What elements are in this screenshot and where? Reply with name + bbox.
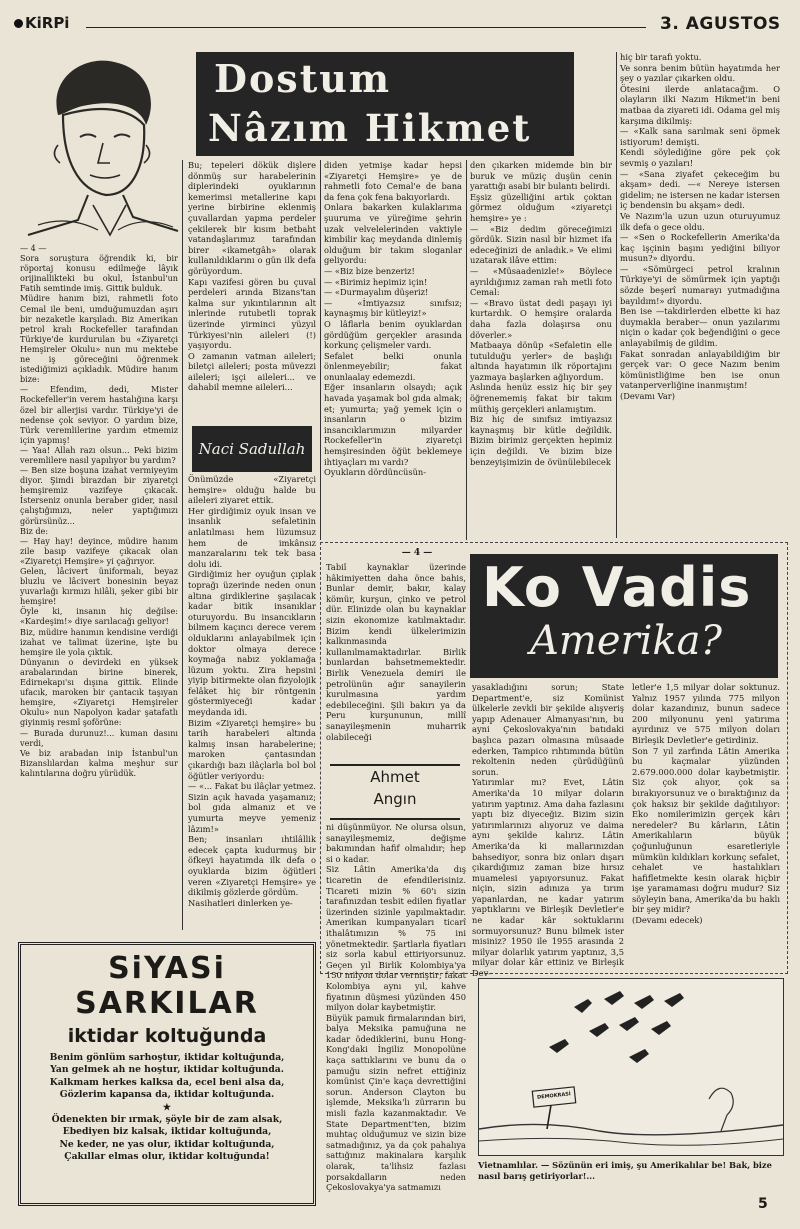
masthead-left <box>14 14 69 32</box>
cartoon-frame <box>478 978 784 1156</box>
poem-title: SiYASi SARKILAR <box>75 951 259 1021</box>
ko-vadis-title: Ko Vadis <box>482 556 752 619</box>
section-number: — 4 — <box>401 548 433 558</box>
article-column-2-top: Bu; tepeleri dökük dişlere dönmüş sur harabelerinin diplerindeki oyuklarının kemerimsi metallerine kapı yerine birbirine eklenmiş çuvallardan yapma perdeler çekilerek bir kısım betbaht vatandaşlarımız tarafından birer «ikametgâh» olarak kullanıldıklarını o gün ilk defa görüyordum. Kapı vazifesi gören bu çuval perdeleri arında Bizans'tan kalma sur yıkıntılarının alt inlerinde rutubetli toprak üzerinde yirminci yüzyıl Türkiyesi'nin aileleri (!) yaşıyordu. O zamanın vatman aileleri; biletçi aileleri; posta müvezzi aileleri; işçi aileleri... ve dahabil memne aileleri... <box>188 160 316 393</box>
ko-vadis-title-box <box>470 554 778 678</box>
ko-vadis-column-3: letler'e 1,5 milyar dolar soktunuz. Yalnız 1957 yılında 775 milyon dolar kazandınız, bunun sadece 200 milyonunu yeni yatırıma ayırdınız ve 575 milyon doları Birleşik Devletler'e getirdiniz. Son 7 yıl zarfında Lâtin Amerika bu kaçmalar yüzünden 2.679.000.000 dolar kaybetmiştir. Siz çok alıyor, çok sa bırakıyorsunuz ve o bıraktığınız da çok haksız bir şekilde dağıtılıyor: Eko nomilerimizin gerçek kârı neredeler? Bu kârların, Lâtin Amerikalıların büyük çoğunluğunun esaretleriyle mümkün kıldıkları korkunç sefalet, cehalet ve hastalıkları hafifletmekte kesin olarak hiçbir işe yaramaması doğru mudur? Siz söyleyin bana, Amerika'da bu haklı bir şey midir? (Devamı edecek) <box>632 682 780 926</box>
author-box <box>330 764 460 820</box>
article-column-5-top: hiç bir tarafı yoktu. Ve sonra benim bütün hayatımda her şey o yazılar çıkarken oldu. Ötesini ilerde anlatacağım. O olayların ilki Nazım Hikmet'in beni matbaa da ziyareti idi. Odama gel miş karşıma dikilmiş: — «Kalk sana sarılmak seni öpmek istiyorum! demişti. Kendi söylediğine göre pek çok sevmiş o yazıları! — «Sana ziyafet çekeceğim bu akşam» dedi. —« Nereye istersen gidelim; ne istersen ne kadar istersen iç bendensin bu akşam» dedi. Ve Nazım'la uzun uzun oturuyumuz ilk defa o gece oldu. — «Sen o Rockefellerin Amerika'da kaç işçinin başını yediğini biliyor musun?» diyordu. — «Sömürgeci petrol kralının Türkiye'yi de sömürmek için yaptığı sözde beşerî numarayı yutmadığına bayıldım!» diyordu. Ben ise —takdirlerden elbette ki haz duymakla beraber— onun yazılarımı niçin o kadar çok beğendiğini o gece anlayabilmiş de gildim. Fakat sonradan anlayabildiğim bir gerçek var: O gece Nazım benim kömünistliğime ben ise onun vatanperverliğine inanmıştım! (Devamı Var) <box>620 52 780 401</box>
article-column-1: — 4 — Sora soruştura öğrendik ki, bir röportaj konusu edilmeğe lâyık orijinallikteki bu okul, İstanbul'un Fatih semtinde imiş. Gittik bulduk. Müdire hanım bizi, rahmetli foto Cemal ile beni, umduğumuzdan aşırı bir nezaketle karşıladı. Biz Amerikan petrol kralı Rockefeller tarafından Türkiye'de kurdurulan bu «Ziyaretçi Hemşireler Okulu» nun mu mektebe ne iş göreceğini öğrenmek istediğimizi açıkladık. Müdire hanım bize: — Efendim, dedi, Mister Rockefeller'in verem hastalığına karşı özel bir allerjisi vardır. Türkiye'yi de nedense çok seviyor. O yardım bize, Türk veremlilerine yardım etmemiz için yapmış! — Yaa! Allah razı olsun... Peki bizim veremlilere nasıl yapılıyor bu yardım? — Ben size boşuna izahat vermiyeyim diyor. Şimdi birazdan bir ziyaretçi hemşiremiz vazifeye çıkacak. İsterseniz onunla beraber gider, nasıl çalıştığımızı, neler yaptığımızı görürsünüz... Biz de: — Hay hay! deyince, müdire hanım zile basıp vazifeye çıkacak olan «Ziyaretçi Hemşire» yi çağırıyor. Gelen, lâcivert üniformalı, beyaz bluzlu ve lâcivert bonesinin beyaz yuvarlağı kırmızı hilâli, şeker gibi bir hemşire! Öyle ki, insanın hiç değilse: «Kardeşim!» diye sarılacağı geliyor! Biz, müdire hanımın kendisine verdiği izahat ve talimat üzerine, işte bu hemşire ile yola çıktık. Dünyanın o devirdeki en yüksek arabalarından birine binerek, Edirnekapı'sı dışına gittik. Elinde ufacık, maroken bir çantacık taşıyan hemşire, «Ziyaretçi Hemşireler Okulu» nun Napolyon kadar şatafatlı giyinmiş resmî şoförüne: — Burada durunuz!... kuman dasını verdi, Ve biz arabadan inip İstanbul'un Bizanslılardan kalma meşhur sur kalıntılarına doğru yürüdük. <box>20 243 178 778</box>
poem-line: Benim gönlüm sarhoştur, iktidar koltuğunda, <box>49 1052 285 1063</box>
column-divider-4 <box>616 52 617 538</box>
poem-line: Ne keder, ne yas olur, iktidar koltuğunda, <box>59 1138 275 1150</box>
ko-vadis-column-1: Tabiî kaynaklar üzerinde hâkimiyetten daha önce bahis, Bunlar demir, bakır, kalay kömür, kurşun, çinko ve petrol dür. Elinizde olan bu kaynaklar sizin ekonomize katılmaktadır. Bizim kendi ülkelerimizin kalkınmasında kullanılmamaktadırlar. Birlik bunlardan bahsetmemektedir. Birlik Venezuela demiri ile petrolünün ağır sanayilerin kurulmasına yardım edebileceğini. Şili bakırı ya da Peru kurşununun, millî sanayileşmenin muharrik olabileceği <box>326 562 466 742</box>
cartoon-drawing <box>479 979 783 1155</box>
header-rule <box>86 27 646 28</box>
ko-vadis-subtitle: Amerika? <box>530 618 722 664</box>
column-divider-1 <box>182 160 183 930</box>
signature: Naci Sadullah <box>198 440 306 458</box>
poem-star: ★ <box>162 1101 172 1113</box>
headline-line2: Nâzım Hikmet <box>208 106 532 150</box>
poem-line: Ebediyen biz kalsak, iktidar koltuğunda, <box>62 1126 272 1138</box>
author-first-name: Ahmet <box>370 768 420 786</box>
magazine-name: KiRPi <box>25 14 70 32</box>
article-column-2-bottom: Önümüzde «Ziyaretçi hemşire» olduğu halde bu aileleri ziyaret ettik. Her girdiğimiz oyuk insan ve insanlık sefaletinin anlatılması hem lüzumsuz hem de imkânsız manzaralarını tek tek basa dolu idi. Girdiğimiz her oyuğun çıplak toprağı üzerinde neden onun altına girdiklerine şaşılacak kadar bitik insanıklar oturuyordu. Bu insancıkların bilmem kaçıncı derece verem olduklarını anlayabilmek için doktor olmaya derece koymağa nabız yoklamağa lüzum yoktu. Zira hepsini yiyip bitirmekte olan fizyolojik felâket hiç bir röntgenin göstermiyeceği kadar meydanda idi. Bizim «Ziyaretçi hemşire» bu tarih harabeleri altında kalmış insan harabelerine; maroken çantasından çıkardığı bazı ilâçlarla bol bol öğütler veriyordu: — «... Fakat bu ilâçlar yetmez. Sizin açık havada yaşamanız; bol gıda almanız et ve yumurta meyve yemeniz lâzım!» Ben; insanları ıhtilâllik edecek çapta kudurmuş bir öfkeyi hayatımda ilk defa o oyuklarda bizim öğütleri veren «Ziyaretçi Hemşire» ye dikilmiş gözlerde gördüm. Nasihatleri dinlerken ye- <box>188 474 316 908</box>
poem-subtitle: iktidar koltuğunda <box>67 1025 267 1047</box>
portrait-illustration <box>18 45 183 240</box>
ko-vadis-column-1-cont: ni düşünmüyor. Ne olursa olsun, sanayileşmemiz, değişme bakımından hafif olmalıdır; hep si o kadar. Siz Lâtin Amerika'da dış ticaretin de efendilerisiniz. Ticareti mizin % 60'ı sizin tarafınızdan tesbit edilen fiyatlar üzerinden sizinle yapılmaktadır. Amerikan kumpanyaları ticarî ithalâtımızın % 75 ini yönetmektedir. Şartlarla fiyatları siz sorla kabul ettiriyorsunuz. Geçen yıl Birlik Kolombiya'ya 150 milyon dolar vermiştir; fakat Kolombiya aynı yıl, kahve fiyatının düşmesi yüzünden 450 milyon dolar kaybetmiştir. Büyük pamuk firmalarından biri, balya Meksika pamuğuna ne kadar ödediklerini, bunu Hong-Kong'daki İngiliz Monopolüne kaça sattıklarını ve bunu da o pamuğu sizin nefret ettiğiniz komünist Çin'e kaça devrettiğini sorun. Anderson Clayton bu işlemde, Meksika'lı zürrarın bu misli fazla kazanmaktadır. Ve State Department'ten, bizim muhtaç olduğumuz ve sizin bize satmadığınız, ya da çok pahalıya sattığınız makinalara karşılık olarak, ta'lihsiz fazlası porsakdalların neden Çekoslovakya'ya satmamızı <box>326 822 466 1193</box>
headline-box <box>196 52 574 156</box>
poem-line: Kalkmam herkes kalksa da, ecel beni alsa da, <box>49 1076 285 1088</box>
author-last-name: Angın <box>373 790 417 808</box>
portrait-sketch-icon <box>18 45 183 240</box>
headline-line1: Dostum <box>214 56 392 101</box>
issue-date: 3. AGUSTOS <box>660 14 781 34</box>
cartoon-sign-text: DEMOKRASİ <box>536 1091 572 1101</box>
ko-vadis-column-2: yasakladığını sorun; State Department'e, siz Komünist ülkelerle zevkli bir şekilde alışveriş yapıp Adenauer Almanyası'nın, bu ayni Çekoslovakya'nın batıdaki başlıca pazarı olmasına müsaade ederken, Tampico rıhtımında bütün rekoltenin neden çürüdüğünü sorun. Yatırımlar mı? Evet, Lâtin Amerika'da 10 milyar doların yatırım yaptınız. Ama daha fazlasını yaptı biz diyeceğiz. Bizim sizin yatırımlarınızı alıyoruz ve daima aynı şekilde kalırız. Lâtin Amerika'da ki mallarınızdan bahsediyor, sonra biz onları dışarı çıkardığımız zaman bize hırsız muamelesi yapıyorsunuz. Fakat niçin, sizin adınıza ya tırım yapanlardan, ne kadar yatırım yaptıklarını ve Birleşik Devletler'e ne kadar kâr soktuklarını sormuyorsunuz? Bunu bilmek ister misiniz? 1950 ile 1955 arasında 2 milyar dolarlık yatırım yaptınız, 3,5 milyar dolar kâr ettiniz ve Birleşik Dev- <box>472 682 624 979</box>
poem-line: Çakıllar elmas olur, iktidar koltuğunda! <box>64 1151 270 1163</box>
page-number: 5 <box>758 1196 768 1212</box>
column-divider-3 <box>466 160 467 540</box>
signature-box <box>192 426 312 472</box>
masthead-dot-icon <box>14 19 23 28</box>
poem-line: Yan gelmek ah ne hoştur, iktidar koltuğunda. <box>50 1064 284 1076</box>
article-column-4-top: den çıkarken midemde bin bir buruk ve müziç duşün cenin yarattığı asabi bir bulantı belirdi. Eşsiz güzelliğini artık çoktan görmez olduğum «ziyaretçi hemşire» ye : — «Biz dedim göreceğimizi gördük. Sizin nasıl bir hizmet ifa edeceğinizi de anladık.» Ve elimi uzatarak ilâve ettim: — «Müsaadenizle!» Böylece ayrıldığımız zaman rah metli foto Cemal: — «Bravo üstat dedi paşayı iyi kurtardık. O hemşire oralarda daha fazla dolaşırsa onu döverler.» Matbaaya dönüp «Sefaletin elle tutulduğu yerler» de başlığı altında hayatımın ilk röportajını yazmaya başlarken ağlıyordum. Aslında henüz essiz hiç bir şey öğrenememiş fakat bir takım müthiş gerçekleri anlamıştım. Biz hiç de sınıfsız imtiyazsız kaynaşmış bir kütle değildik. Bizim birimiz gerçekten hepimiz için değildi. Ve bizim bize benzeyişimizin de övünülebilecek <box>470 160 612 467</box>
poem-box <box>18 942 316 1206</box>
poem-line: Ödenekten bir ırmak, şöyle bir de zam alsak, <box>51 1114 283 1126</box>
article-column-3-top: diden yetmişe kadar hepsi «Ziyaretçi Hemşire» ye de rahmetli foto Cemal'e de bana da fena çok fena bakıyorlardı. Onlara bakarken kulaklarıma şuuruma ve yüreğime şehrin uzak velvelelerinden vaktiyle kimbilir kaç meydanda dinlemiş olduğum bir takım sloganlar geliyordu: — «Biz bize benzeriz! — «Birimiz hepimiz için! — «Durmayalım düşeriz! — «İmtiyazsız sınıfsız; kaynaşmış bir kütleyiz!» O lâflarla benim oyuklardan gördüğüm gerçekler arasında korkunç çelişmeler vardı. Sefalet belki onunla önlenmeyebilir; fakat onunlaalay edemezdi. Eğer insanların olsaydı; açık havada yaşamak bol gıda almak; et; yumurta; yağ yemek için o insanların o bizim insancıklarımızın milyarder Rockefeller'in ziyaretçi hemşiresinden öğüt beklemeye ihtiyaçları mı vardı? Oyukların dördüncüsün- <box>324 160 462 478</box>
poem-line: Gözlerim kapansa da, iktidar koltuğunda. <box>59 1089 275 1101</box>
cartoon-caption: Vietnamlılar. — Sözünün eri imiş, şu Amerikalılar be! Bak, bize nasıl barış getiriyorlar!... <box>478 1160 772 1181</box>
column-divider-2 <box>320 160 321 540</box>
